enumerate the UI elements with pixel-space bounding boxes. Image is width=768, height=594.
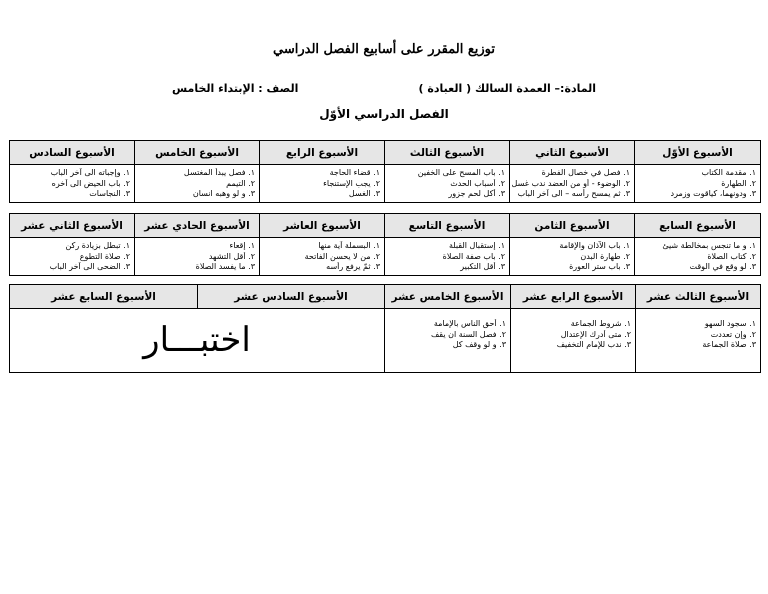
weeks-table-3 bbox=[9, 284, 761, 373]
lesson-line: ٢. طهارة البدن bbox=[580, 251, 630, 261]
grade-label: الصف : الإبتداء الخامس bbox=[172, 82, 299, 95]
weeks-table-2 bbox=[9, 213, 761, 276]
week-header: الأسبوع العاشر bbox=[260, 214, 385, 238]
lesson-line: ٢. باب الحيض الى آخره bbox=[51, 178, 130, 188]
lesson-line: ٣. لو وقع في الوقت bbox=[689, 262, 756, 271]
lesson-line: ١. تبطل بزيادة ركن bbox=[65, 241, 130, 250]
week-cell bbox=[635, 238, 761, 276]
lesson-line: ١. باب الآذان والإقامة bbox=[559, 241, 630, 250]
week-header: الأسبوع الثاني عشر bbox=[10, 214, 135, 238]
week-cell bbox=[385, 165, 510, 203]
semester-label: الفصل الدراسي الأوّل bbox=[319, 107, 449, 121]
week-header: الأسبوع الثاني bbox=[510, 141, 635, 165]
lesson-line: ٢. من لا يحسن الفاتحة bbox=[304, 251, 380, 261]
week-cell bbox=[510, 165, 635, 203]
table-header-row bbox=[10, 285, 761, 309]
week-header: الأسبوع الثامن bbox=[510, 214, 635, 238]
lesson-line: ٢. التيمم bbox=[226, 178, 255, 188]
lesson-line: ٣. الغسل bbox=[348, 189, 380, 198]
week-header: الأسبوع السابع عشر bbox=[10, 285, 198, 309]
lesson-line: ٣. ندب للإمام التخفيف bbox=[556, 340, 631, 349]
lesson-line: ١. مقدمة الكتاب bbox=[701, 168, 756, 177]
week-cell bbox=[10, 165, 135, 203]
week-header: الأسبوع الخامس bbox=[135, 141, 260, 165]
lesson-line: ٣. ما يفسد الصلاة bbox=[195, 262, 255, 271]
lesson-line: ٢. كتاب الصلاة bbox=[707, 251, 756, 261]
lesson-line: ٣. ودونهما، كياقوت وزمرد bbox=[670, 189, 756, 198]
week-header: الأسبوع الحادي عشر bbox=[135, 214, 260, 238]
lesson-line: ٣. صلاة الجماعة bbox=[702, 340, 756, 349]
lesson-line: ٢. باب صفة الصلاة bbox=[442, 251, 505, 261]
table-row bbox=[10, 238, 761, 276]
week-header: الأسبوع الثالث bbox=[385, 141, 510, 165]
week-cell bbox=[636, 309, 761, 373]
lesson-line: ١. باب المسح على الخفين bbox=[417, 168, 505, 177]
week-cell bbox=[385, 309, 511, 373]
lesson-line: ٢. وإن تعددت bbox=[710, 329, 756, 339]
week-cell bbox=[635, 165, 761, 203]
week-header: الأسبوع الأوّل bbox=[635, 141, 761, 165]
week-header: الأسبوع السابع bbox=[635, 214, 761, 238]
week-header: الأسبوع الرابع عشر bbox=[511, 285, 636, 309]
page-title: توزيع المقرر على أسابيع الفصل الدراسي bbox=[273, 42, 495, 57]
exam-cell bbox=[10, 309, 385, 373]
week-cell bbox=[10, 238, 135, 276]
lesson-line: ٣. النجاسات bbox=[89, 189, 130, 198]
lesson-line: ٣. و لو وقف كل bbox=[452, 340, 506, 349]
lesson-line: ١. إستقبال القبلة bbox=[448, 241, 505, 250]
lesson-line: ٢. الوضوء - أو من العضد ندب غسل bbox=[512, 178, 630, 188]
week-header: الأسبوع التاسع bbox=[385, 214, 510, 238]
lesson-line: ٣. ثمّ يرفع رأسه bbox=[326, 262, 380, 271]
week-cell bbox=[135, 165, 260, 203]
subject-label: المادة:– العمدة السالك ( العبادة ) bbox=[418, 82, 596, 95]
lesson-line: ٣. باب ستر العورة bbox=[569, 262, 630, 271]
week-cell bbox=[260, 238, 385, 276]
lesson-line: ٣. ثم يمسح رأسه – الى آخر الباب bbox=[517, 189, 630, 198]
week-header: الأسبوع الرابع bbox=[260, 141, 385, 165]
table-header-row bbox=[10, 214, 761, 238]
week-header: الأسبوع الخامس عشر bbox=[385, 285, 511, 309]
lesson-line: ١. شروط الجماعة bbox=[570, 319, 631, 328]
week-header: الأسبوع الثالث عشر bbox=[636, 285, 761, 309]
week-cell bbox=[510, 238, 635, 276]
lesson-line: ٢. أقل التشهد bbox=[208, 251, 255, 261]
lesson-line: ٣. أكل لحم جزور bbox=[448, 189, 505, 198]
week-header: الأسبوع السادس bbox=[10, 141, 135, 165]
lesson-line: ٢. متى أدرك الإعتدال bbox=[560, 329, 631, 339]
weeks-table-1 bbox=[9, 140, 761, 203]
lesson-line: ٢. فصل السنة ان يقف bbox=[431, 329, 506, 339]
week-cell bbox=[511, 309, 636, 373]
table-row bbox=[10, 165, 761, 203]
lesson-line: ٣. أقل التكبير bbox=[460, 262, 505, 271]
lesson-line: ١. أحق الناس بالإمامة bbox=[433, 319, 506, 328]
lesson-line: ١. قضاء الحاجة bbox=[329, 168, 380, 177]
table-header-row bbox=[10, 141, 761, 165]
lesson-line: ١. فصل في خصال الفطرة bbox=[541, 168, 630, 177]
week-header: الأسبوع السادس عشر bbox=[198, 285, 385, 309]
lesson-line: ١. فصل يبدأ المغتسل bbox=[183, 168, 255, 177]
lesson-line: ٢. يجب الإستنجاء bbox=[323, 178, 380, 188]
lesson-line: ٢. صلاة التطوع bbox=[79, 251, 130, 261]
lesson-line: ١. و ما تنجس بمخالطة شيئ bbox=[662, 241, 756, 250]
lesson-line: ١. البسملة آية منها bbox=[318, 241, 380, 250]
lesson-line: ١. سجود السهو bbox=[704, 319, 756, 328]
lesson-line: ١. وإجباته الى آخر الباب bbox=[50, 168, 130, 177]
lesson-line: ٢. أسباب الحدث bbox=[450, 178, 505, 188]
table-row bbox=[10, 309, 761, 373]
week-cell bbox=[260, 165, 385, 203]
week-cell bbox=[385, 238, 510, 276]
lesson-line: ٢. الطهارة bbox=[721, 178, 756, 188]
lesson-line: ٣. و لو وهبه انسان bbox=[192, 189, 255, 198]
exam-label: اختبـــار bbox=[143, 320, 251, 361]
week-cell bbox=[135, 238, 260, 276]
lesson-line: ٣. الضحى الى آخر الباب bbox=[49, 262, 130, 271]
lesson-line: ١. إقعاء bbox=[229, 241, 255, 250]
